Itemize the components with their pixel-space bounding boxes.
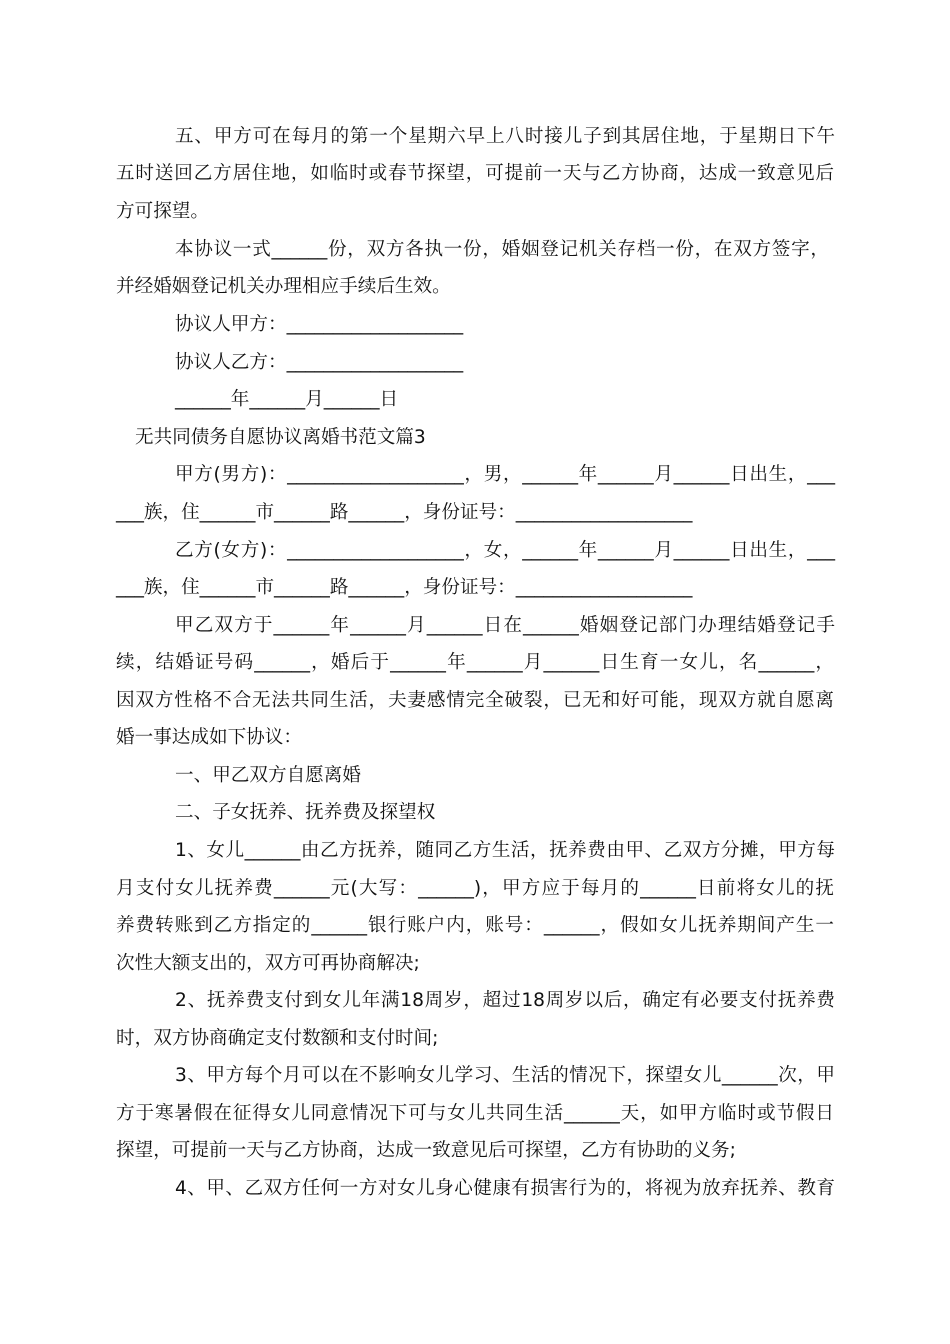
paragraph-line: 月支付女儿抚养费______元(大写：______)，甲方应于每月的______日前将女儿的抚 (116, 878, 834, 899)
paragraph-line: 2、抚养费支付到女儿年满18周岁，超过18周岁以后，确定有必要支付抚养费 (175, 990, 835, 1011)
paragraph-line: 方可探望。 (116, 201, 209, 222)
clause-heading: 二、子女抚养、抚养费及探望权 (175, 802, 436, 823)
paragraph-line: 甲方(男方)：___________________，男，______年______月______日出生，___ (175, 464, 835, 485)
paragraph-line: 婚一事达成如下协议： (116, 727, 302, 748)
paragraph-line: 次性大额支出的，双方可再协商解决; (116, 953, 420, 974)
paragraph-line: 本协议一式______份，双方各执一份，婚姻登记机关存档一份，在双方签字， (175, 239, 829, 260)
paragraph-line: 养费转账到乙方指定的______银行账户内，账号：______，假如女儿抚养期间产生一 (116, 915, 834, 936)
paragraph-line: 方于寒暑假在征得女儿同意情况下可与女儿共同生活______天，如甲方临时或节假日 (116, 1103, 834, 1124)
signature-line-party-b: 协议人乙方：___________________ (175, 352, 464, 373)
paragraph-line: ___族，住______市______路______，身份证号：___________________ (116, 502, 693, 523)
paragraph-line: 4、甲、乙双方任何一方对女儿身心健康有损害行为的，将视为放弃抚养、教育 (175, 1178, 835, 1199)
section-title: 无共同债务自愿协议离婚书范文篇3 (135, 427, 426, 448)
clause-heading: 一、甲乙双方自愿离婚 (175, 765, 361, 786)
date-line: ______年______月______日 (175, 389, 399, 410)
paragraph-line: 甲乙双方于______年______月______日在______婚姻登记部门办理结婚登记手 (175, 615, 835, 636)
signature-line-party-a: 协议人甲方：___________________ (175, 314, 464, 335)
paragraph-line: 因双方性格不合无法共同生活，夫妻感情完全破裂，已无和好可能，现双方就自愿离 (116, 690, 834, 711)
paragraph-line: 乙方(女方)：___________________，女，______年______月______日出生，___ (175, 540, 835, 561)
paragraph-line: 探望，可提前一天与乙方协商，达成一致意见后可探望，乙方有协助的义务; (116, 1140, 736, 1161)
paragraph-line: 1、女儿______由乙方抚养，随同乙方生活，抚养费由甲、乙双方分摊，甲方每 (175, 840, 835, 861)
paragraph-line: 3、甲方每个月可以在不影响女儿学习、生活的情况下，探望女儿______次，甲 (175, 1065, 835, 1086)
paragraph-line: 时，双方协商确定支付数额和支付时间; (116, 1028, 439, 1049)
paragraph-line: ___族，住______市______路______，身份证号：___________________ (116, 577, 693, 598)
paragraph-line: 续，结婚证号码______，婚后于______年______月______日生育一女儿，名______， (116, 652, 834, 673)
paragraph-line: 五、甲方可在每月的第一个星期六早上八时接儿子到其居住地，于星期日下午 (175, 126, 835, 147)
paragraph-line: 五时送回乙方居住地，如临时或春节探望，可提前一天与乙方协商，达成一致意见后 (116, 163, 834, 184)
paragraph-line: 并经婚姻登记机关办理相应手续后生效。 (116, 276, 451, 297)
